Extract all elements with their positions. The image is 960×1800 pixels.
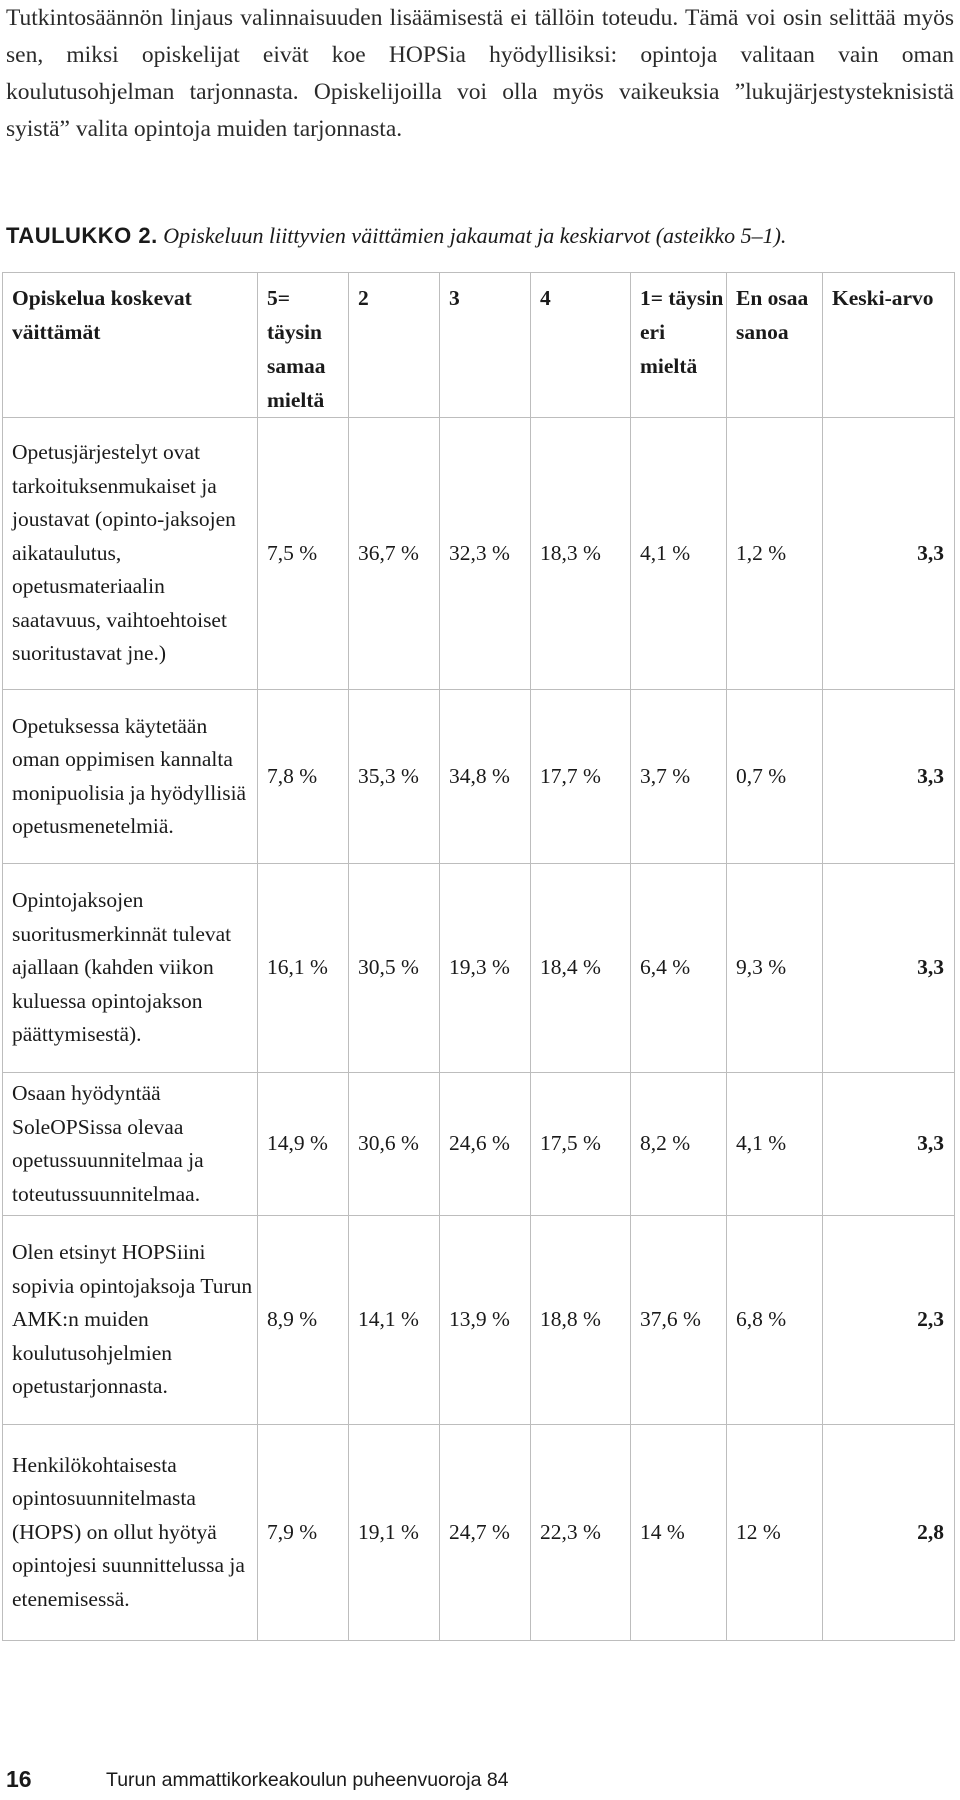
value-cell: 19,1 % (349, 1425, 440, 1641)
value-cell: 37,6 % (631, 1216, 727, 1425)
table-header-row (3, 273, 955, 418)
value-cell: 17,7 % (531, 690, 631, 864)
value-cell: 30,5 % (349, 864, 440, 1073)
header-2: 2 (349, 273, 440, 418)
value-cell: 7,5 % (258, 418, 349, 690)
statement-cell: Olen etsinyt HOPSiini sopivia opintojaksoja Turun AMK:n muiden koulutusohjelmien opetustarjonnasta. (3, 1216, 258, 1425)
value-cell: 4,1 % (727, 1073, 823, 1216)
header-4: 4 (531, 273, 631, 418)
value-cell: 30,6 % (349, 1073, 440, 1216)
header-statements: Opiskelua koskevat väittämät (3, 273, 258, 418)
average-cell: 3,3 (823, 418, 955, 690)
value-cell: 7,9 % (258, 1425, 349, 1641)
average-cell: 2,8 (823, 1425, 955, 1641)
value-cell: 12 % (727, 1425, 823, 1641)
header-3: 3 (440, 273, 531, 418)
page-number: 16 (6, 1766, 32, 1792)
average-cell: 3,3 (823, 864, 955, 1073)
average-cell: 2,3 (823, 1216, 955, 1425)
statement-cell: Opetusjärjestelyt ovat tarkoituksenmukaiset ja joustavat (opinto-jaksojen aikataulutus, opetusmateriaalin saatavuus, vaihtoehtoiset suoritustavat jne.) (3, 418, 258, 690)
value-cell: 8,9 % (258, 1216, 349, 1425)
header-cannot-say: En osaa sanoa (727, 273, 823, 418)
value-cell: 18,3 % (531, 418, 631, 690)
statement-cell: Henkilökohtaisesta opintosuunnitelmasta (HOPS) on ollut hyötyä opintojesi suunnittelussa ja etenemisessä. (3, 1425, 258, 1641)
average-cell: 3,3 (823, 1073, 955, 1216)
header-fully-disagree: 1= täysin eri mieltä (631, 273, 727, 418)
table-caption-text: Opiskeluun liittyvien väittämien jakaumat ja keskiarvot (asteikko 5–1). (163, 223, 787, 248)
statement-cell: Opintojaksojen suoritusmerkinnät tulevat ajallaan (kahden viikon kuluessa opintojakson päättymisestä). (3, 864, 258, 1073)
value-cell: 36,7 % (349, 418, 440, 690)
value-cell: 3,7 % (631, 690, 727, 864)
table-row (3, 1216, 955, 1425)
table-row (3, 690, 955, 864)
table-row (3, 418, 955, 690)
value-cell: 35,3 % (349, 690, 440, 864)
value-cell: 8,2 % (631, 1073, 727, 1216)
value-cell: 19,3 % (440, 864, 531, 1073)
value-cell: 4,1 % (631, 418, 727, 690)
intro-paragraph: Tutkintosäännön linjaus valinnaisuuden lisäämisestä ei tällöin toteudu. Tämä voi osin selittää myös sen, miksi opiskelijat eivät koe HOPSia hyödyllisiksi: opintoja valitaan vain oman koulutusohjelman tarjonnasta. Opiskelijoilla voi olla myös vaikeuksia ”lukujärjestysteknisistä syistä” valita opintoja muiden tarjonnasta. (6, 5, 954, 142)
value-cell: 7,8 % (258, 690, 349, 864)
value-cell: 9,3 % (727, 864, 823, 1073)
statement-cell: Opetuksessa käytetään oman oppimisen kannalta monipuolisia ja hyödyllisiä opetusmenetelmiä. (3, 690, 258, 864)
value-cell: 22,3 % (531, 1425, 631, 1641)
value-cell: 24,7 % (440, 1425, 531, 1641)
value-cell: 14 % (631, 1425, 727, 1641)
header-average: Keski-arvo (823, 273, 955, 418)
page-footer (6, 1766, 954, 1792)
value-cell: 13,9 % (440, 1216, 531, 1425)
value-cell: 14,1 % (349, 1216, 440, 1425)
value-cell: 34,8 % (440, 690, 531, 864)
value-cell: 17,5 % (531, 1073, 631, 1216)
table-row (3, 864, 955, 1073)
table-caption (6, 221, 954, 251)
survey-table (2, 272, 955, 1641)
statement-cell: Osaan hyödyntää SoleOPSissa olevaa opetussuunnitelmaa ja toteutussuunnitelmaa. (3, 1073, 258, 1216)
table-caption-label: TAULUKKO 2. (6, 223, 158, 248)
header-fully-agree: 5= täysin samaa mieltä (258, 273, 349, 418)
value-cell: 16,1 % (258, 864, 349, 1073)
value-cell: 32,3 % (440, 418, 531, 690)
value-cell: 0,7 % (727, 690, 823, 864)
series-title: Turun ammattikorkeakoulun puheenvuoroja 84 (106, 1769, 509, 1791)
value-cell: 6,4 % (631, 864, 727, 1073)
value-cell: 24,6 % (440, 1073, 531, 1216)
value-cell: 14,9 % (258, 1073, 349, 1216)
value-cell: 1,2 % (727, 418, 823, 690)
value-cell: 18,4 % (531, 864, 631, 1073)
value-cell: 18,8 % (531, 1216, 631, 1425)
average-cell: 3,3 (823, 690, 955, 864)
table-row (3, 1425, 955, 1641)
table-row (3, 1073, 955, 1216)
value-cell: 6,8 % (727, 1216, 823, 1425)
